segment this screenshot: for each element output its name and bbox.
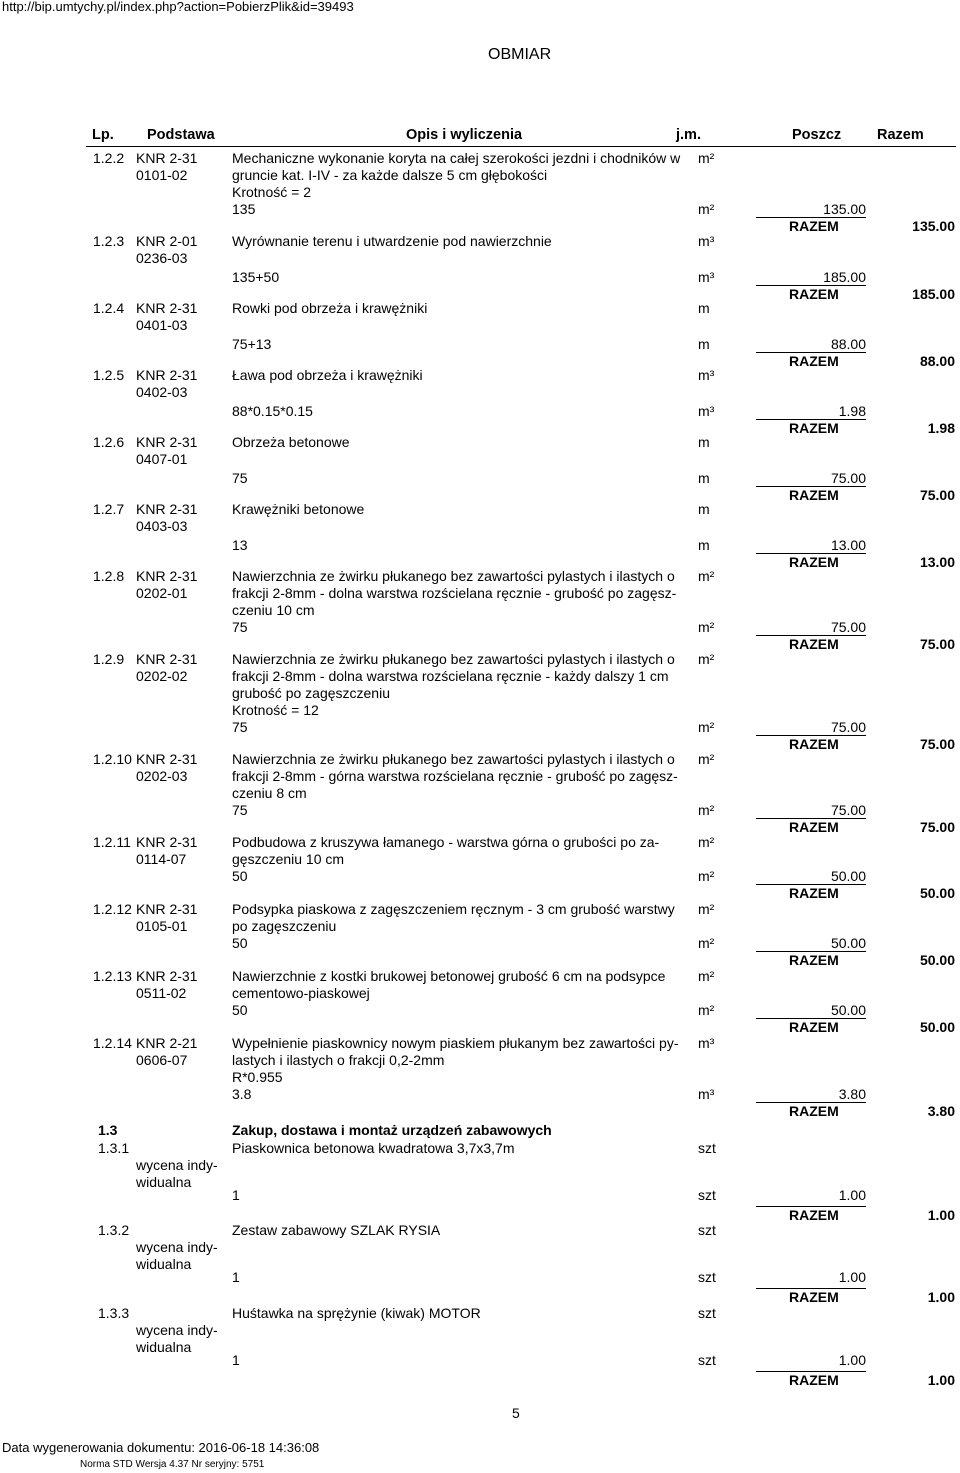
item-calc-unit: m² bbox=[698, 935, 715, 951]
item-podstawa-code: 0101-02 bbox=[136, 167, 188, 183]
item-lp: 1.2.10 bbox=[93, 751, 132, 767]
item-podstawa-code: 0202-01 bbox=[136, 585, 188, 601]
item-calc-unit: szt bbox=[698, 1352, 716, 1368]
item-razem: 50.00 bbox=[919, 952, 955, 968]
item-razem: 75.00 bbox=[919, 819, 955, 835]
page-number: 5 bbox=[512, 1405, 520, 1421]
item-lp: 1.3.2 bbox=[98, 1222, 130, 1238]
item-calc: 75 bbox=[232, 719, 248, 735]
item-lp: 1.2.7 bbox=[93, 501, 125, 517]
item-podstawa-code: 0606-07 bbox=[136, 1052, 188, 1068]
item-unit: szt bbox=[698, 1305, 716, 1321]
item-podstawa: KNR 2-31 bbox=[136, 568, 198, 584]
item-podstawa: KNR 2-31 bbox=[136, 968, 198, 984]
item-description: Podsypka piaskowa z zagęszczeniem ręcznym - 3 cm grubość warstwy bbox=[232, 901, 675, 917]
item-description: Nawierzchnia ze żwirku płukanego bez zawartości pylastych i ilastych o bbox=[232, 751, 675, 767]
item-podstawa: KNR 2-31 bbox=[136, 651, 198, 667]
item-lp: 1.2.2 bbox=[93, 150, 125, 166]
item-calc: 88*0.15*0.15 bbox=[232, 403, 313, 419]
item-unit: m² bbox=[698, 751, 715, 767]
item-description: Piaskownica betonowa kwadratowa 3,7x3,7m bbox=[232, 1140, 515, 1156]
url-text: http://bip.umtychy.pl/index.php?action=PobierzPlik&id=39493 bbox=[2, 0, 354, 14]
item-poszcz: 1.00 bbox=[838, 1269, 866, 1285]
item-poszcz: 13.00 bbox=[830, 537, 866, 553]
item-lp: 1.3.3 bbox=[98, 1305, 130, 1321]
header-opis: Opis i wyliczenia bbox=[406, 127, 523, 143]
item-unit: m bbox=[698, 501, 710, 517]
item-description: Wyrównanie terenu i utwardzenie pod nawierzchnie bbox=[232, 233, 552, 249]
item-calc: 135+50 bbox=[232, 269, 280, 285]
item-unit: m² bbox=[698, 651, 715, 667]
item-podstawa-code: 0202-02 bbox=[136, 668, 188, 684]
item-razem: 1.00 bbox=[927, 1207, 955, 1223]
item-lp: 1.2.9 bbox=[93, 651, 125, 667]
item-calc: 50 bbox=[232, 1002, 248, 1018]
item-calc-unit: m bbox=[698, 470, 710, 486]
item-podstawa: KNR 2-31 bbox=[136, 367, 198, 383]
item-description: Krawężniki betonowe bbox=[232, 501, 365, 517]
item-description: Wypełnienie piaskownicy nowym piaskiem płukanym bez zawartości py- bbox=[232, 1035, 679, 1051]
item-description: R*0.955 bbox=[232, 1069, 283, 1085]
item-unit: m bbox=[698, 434, 710, 450]
item-lp: 1.2.3 bbox=[93, 233, 125, 249]
item-description: gęszczeniu 10 cm bbox=[232, 851, 345, 867]
razem-label: RAZEM bbox=[789, 487, 839, 503]
razem-label: RAZEM bbox=[789, 952, 839, 968]
item-lp: 1.2.8 bbox=[93, 568, 125, 584]
item-lp: 1.2.12 bbox=[93, 901, 132, 917]
item-calc: 135 bbox=[232, 201, 256, 217]
section-title: Zakup, dostawa i montaż urządzeń zabawowych bbox=[232, 1122, 552, 1138]
item-calc-unit: m bbox=[698, 336, 710, 352]
item-calc: 75 bbox=[232, 619, 248, 635]
item-calc-unit: m² bbox=[698, 719, 715, 735]
item-poszcz: 185.00 bbox=[823, 269, 866, 285]
item-podstawa-code: 0403-03 bbox=[136, 518, 188, 534]
item-poszcz: 75.00 bbox=[830, 719, 866, 735]
item-podstawa-2: widualna bbox=[136, 1256, 192, 1272]
item-calc-unit: m² bbox=[698, 1002, 715, 1018]
page-title: OBMIAR bbox=[488, 46, 552, 63]
item-unit: m³ bbox=[698, 1035, 715, 1051]
item-poszcz: 75.00 bbox=[830, 619, 866, 635]
item-calc: 1 bbox=[232, 1352, 240, 1368]
razem-label: RAZEM bbox=[789, 554, 839, 570]
item-podstawa: KNR 2-31 bbox=[136, 834, 198, 850]
item-podstawa: KNR 2-31 bbox=[136, 501, 198, 517]
item-podstawa-2: widualna bbox=[136, 1174, 192, 1190]
item-unit: m² bbox=[698, 901, 715, 917]
item-podstawa: KNR 2-01 bbox=[136, 233, 198, 249]
item-razem: 75.00 bbox=[919, 636, 955, 652]
item-podstawa: KNR 2-31 bbox=[136, 751, 198, 767]
item-podstawa-code: 0401-03 bbox=[136, 317, 188, 333]
item-poszcz: 75.00 bbox=[830, 802, 866, 818]
item-podstawa: wycena indy- bbox=[136, 1157, 218, 1173]
item-calc-unit: m³ bbox=[698, 403, 715, 419]
item-description: czeniu 8 cm bbox=[232, 785, 307, 801]
item-lp: 1.2.6 bbox=[93, 434, 125, 450]
item-calc: 50 bbox=[232, 935, 248, 951]
item-podstawa-code: 0114-07 bbox=[136, 851, 187, 867]
item-poszcz: 1.00 bbox=[838, 1352, 866, 1368]
item-description: Obrzeża betonowe bbox=[232, 434, 350, 450]
item-lp: 1.2.13 bbox=[93, 968, 132, 984]
item-description: Krotność = 2 bbox=[232, 184, 311, 200]
item-calc: 50 bbox=[232, 868, 248, 884]
item-poszcz: 1.00 bbox=[838, 1187, 866, 1203]
item-podstawa-code: 0407-01 bbox=[136, 451, 188, 467]
razem-label: RAZEM bbox=[789, 819, 839, 835]
item-calc-unit: m² bbox=[698, 868, 715, 884]
razem-label: RAZEM bbox=[789, 1372, 839, 1388]
item-calc-unit: szt bbox=[698, 1269, 716, 1285]
item-podstawa: wycena indy- bbox=[136, 1239, 218, 1255]
razem-label: RAZEM bbox=[789, 885, 839, 901]
item-description: Podbudowa z kruszywa łamanego - warstwa górna o grubości po za- bbox=[232, 834, 660, 850]
item-poszcz: 1.98 bbox=[838, 403, 866, 419]
item-calc-unit: m bbox=[698, 537, 710, 553]
item-description: czeniu 10 cm bbox=[232, 602, 315, 618]
item-description: Ława pod obrzeża i krawężniki bbox=[232, 367, 423, 383]
item-razem: 1.00 bbox=[927, 1289, 955, 1305]
item-calc: 75 bbox=[232, 802, 248, 818]
item-podstawa: KNR 2-31 bbox=[136, 434, 198, 450]
item-razem: 13.00 bbox=[919, 554, 955, 570]
item-description: Nawierzchnia ze żwirku płukanego bez zawartości pylastych i ilastych o bbox=[232, 651, 675, 667]
item-description: Rowki pod obrzeża i krawężniki bbox=[232, 300, 428, 316]
item-razem: 1.98 bbox=[927, 420, 955, 436]
item-description: grubość po zagęszczeniu bbox=[232, 685, 390, 701]
item-calc: 1 bbox=[232, 1187, 240, 1203]
item-unit: m² bbox=[698, 834, 715, 850]
item-description: cementowo-piaskowej bbox=[232, 985, 370, 1001]
item-podstawa-2: widualna bbox=[136, 1339, 192, 1355]
item-calc-unit: m³ bbox=[698, 269, 715, 285]
item-razem: 75.00 bbox=[919, 736, 955, 752]
footer-software: Norma STD Wersja 4.37 Nr seryjny: 5751 bbox=[80, 1459, 265, 1470]
item-poszcz: 50.00 bbox=[830, 935, 866, 951]
item-unit: m² bbox=[698, 568, 715, 584]
item-unit: m bbox=[698, 300, 710, 316]
razem-label: RAZEM bbox=[789, 1207, 839, 1223]
item-podstawa: KNR 2-31 bbox=[136, 901, 198, 917]
table-header bbox=[86, 127, 956, 147]
item-podstawa-code: 0202-03 bbox=[136, 768, 188, 784]
item-poszcz: 50.00 bbox=[830, 1002, 866, 1018]
section-lp: 1.3 bbox=[98, 1122, 118, 1138]
item-description: Zestaw zabawowy SZLAK RYSIA bbox=[232, 1222, 441, 1238]
item-razem: 75.00 bbox=[919, 487, 955, 503]
header-poszcz: Poszcz bbox=[792, 127, 842, 143]
item-calc: 13 bbox=[232, 537, 248, 553]
item-podstawa-code: 0236-03 bbox=[136, 250, 188, 266]
item-calc-unit: m² bbox=[698, 802, 715, 818]
razem-label: RAZEM bbox=[789, 286, 839, 302]
item-calc-unit: m² bbox=[698, 201, 715, 217]
razem-label: RAZEM bbox=[789, 1103, 839, 1119]
item-unit: m² bbox=[698, 150, 715, 166]
item-unit: szt bbox=[698, 1140, 716, 1156]
item-razem: 135.00 bbox=[912, 218, 955, 234]
header-razem: Razem bbox=[877, 127, 924, 143]
item-razem: 185.00 bbox=[912, 286, 955, 302]
item-description: Huśtawka na sprężynie (kiwak) MOTOR bbox=[232, 1305, 481, 1321]
item-podstawa-code: 0402-03 bbox=[136, 384, 188, 400]
item-description: frakcji 2-8mm - dolna warstwa rozścielana ręcznie - każdy dalszy 1 cm bbox=[232, 668, 669, 684]
header-jm: j.m. bbox=[676, 127, 701, 143]
item-lp: 1.2.4 bbox=[93, 300, 125, 316]
item-description: Krotność = 12 bbox=[232, 702, 319, 718]
item-calc-unit: m³ bbox=[698, 1086, 715, 1102]
item-poszcz: 3.80 bbox=[838, 1086, 866, 1102]
item-calc: 3.8 bbox=[232, 1086, 252, 1102]
item-unit: m³ bbox=[698, 233, 715, 249]
item-description: po zagęszczeniu bbox=[232, 918, 337, 934]
item-calc: 75+13 bbox=[232, 336, 272, 352]
item-description: frakcji 2-8mm - dolna warstwa rozścielana ręcznie - grubość po zagęsz- bbox=[232, 585, 677, 601]
item-poszcz: 88.00 bbox=[830, 336, 866, 352]
item-podstawa: wycena indy- bbox=[136, 1322, 218, 1338]
item-podstawa: KNR 2-31 bbox=[136, 150, 198, 166]
item-lp: 1.3.1 bbox=[98, 1140, 130, 1156]
item-razem: 1.00 bbox=[927, 1372, 955, 1388]
item-poszcz: 75.00 bbox=[830, 470, 866, 486]
item-podstawa: KNR 2-21 bbox=[136, 1035, 198, 1051]
item-lp: 1.2.11 bbox=[93, 834, 131, 850]
item-poszcz: 135.00 bbox=[823, 201, 866, 217]
item-podstawa: KNR 2-31 bbox=[136, 300, 198, 316]
item-calc: 75 bbox=[232, 470, 248, 486]
item-description: Nawierzchnie z kostki brukowej betonowej grubość 6 cm na podsypce bbox=[232, 968, 666, 984]
item-description: Mechaniczne wykonanie koryta na całej szerokości jezdni i chodników w bbox=[232, 150, 681, 166]
item-podstawa-code: 0105-01 bbox=[136, 918, 188, 934]
item-razem: 50.00 bbox=[919, 1019, 955, 1035]
item-description: lastych i ilastych o frakcji 0,2-2mm bbox=[232, 1052, 445, 1068]
item-razem: 3.80 bbox=[927, 1103, 955, 1119]
footer-generated: Data wygenerowania dokumentu: 2016-06-18 14:36:08 bbox=[2, 1440, 320, 1455]
header-podstawa: Podstawa bbox=[147, 127, 215, 143]
item-unit: m³ bbox=[698, 367, 715, 383]
item-calc-unit: szt bbox=[698, 1187, 716, 1203]
item-unit: m² bbox=[698, 968, 715, 984]
item-description: gruncie kat. I-IV - za każde dalsze 5 cm głębokości bbox=[232, 167, 548, 183]
item-description: Nawierzchnia ze żwirku płukanego bez zawartości pylastych i ilastych o bbox=[232, 568, 675, 584]
item-razem: 88.00 bbox=[919, 353, 955, 369]
razem-label: RAZEM bbox=[789, 420, 839, 436]
header-lp: Lp. bbox=[92, 127, 114, 143]
razem-label: RAZEM bbox=[789, 218, 839, 234]
item-description: frakcji 2-8mm - górna warstwa rozścielana ręcznie - grubość po zagęsz- bbox=[232, 768, 678, 784]
item-calc-unit: m² bbox=[698, 619, 715, 635]
razem-label: RAZEM bbox=[789, 1019, 839, 1035]
item-lp: 1.2.14 bbox=[93, 1035, 132, 1051]
item-razem: 50.00 bbox=[919, 885, 955, 901]
razem-label: RAZEM bbox=[789, 736, 839, 752]
razem-label: RAZEM bbox=[789, 1289, 839, 1305]
item-poszcz: 50.00 bbox=[830, 868, 866, 884]
item-unit: szt bbox=[698, 1222, 716, 1238]
razem-label: RAZEM bbox=[789, 636, 839, 652]
item-podstawa-code: 0511-02 bbox=[136, 985, 187, 1001]
item-calc: 1 bbox=[232, 1269, 240, 1285]
item-lp: 1.2.5 bbox=[93, 367, 125, 383]
razem-label: RAZEM bbox=[789, 353, 839, 369]
